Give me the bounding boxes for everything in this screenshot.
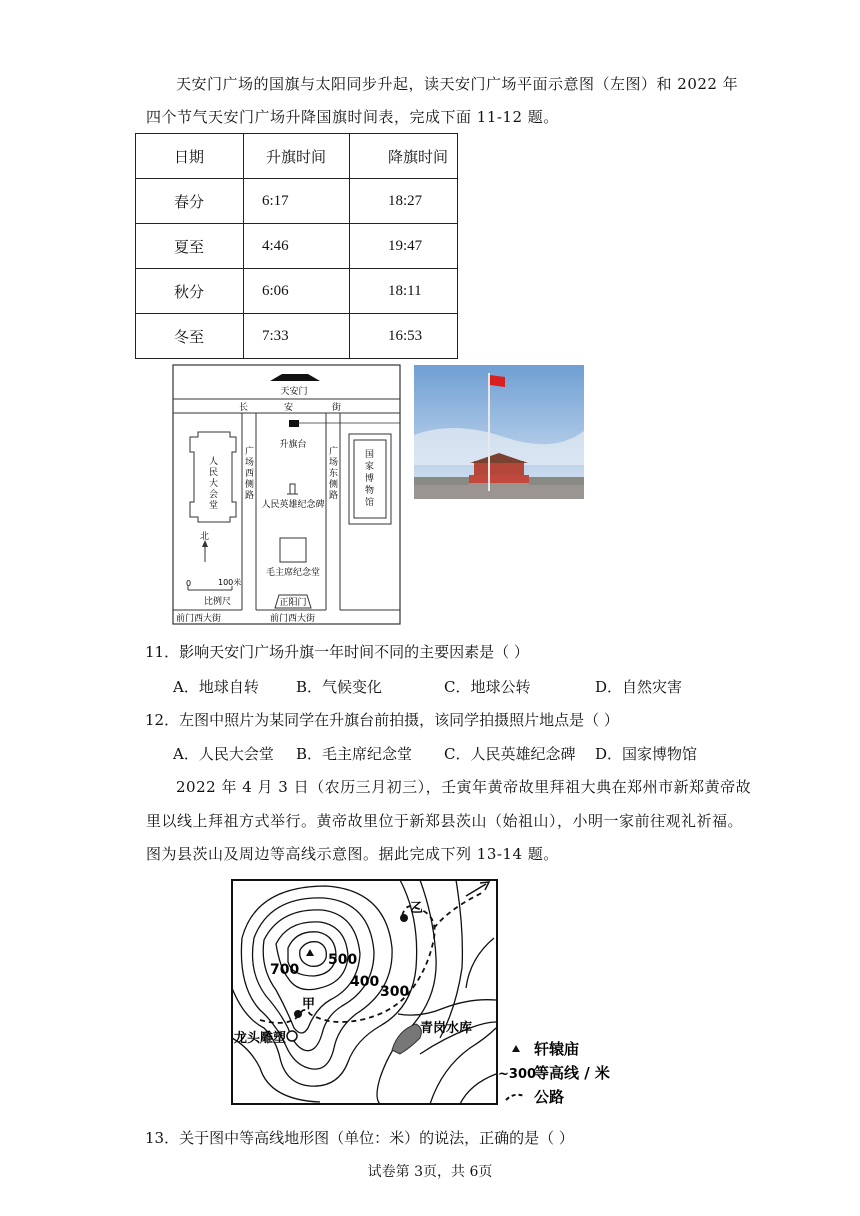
- intro2-line3: 图为县茨山及周边等高线示意图。据此完成下列 13-14 题。: [146, 845, 559, 863]
- contour-label-700: 700: [270, 962, 300, 978]
- intro2-line1: 2022 年 4 月 3 日（农历三月初三），壬寅年黄帝故里拜祖大典在郑州市新郑黄帝故: [176, 778, 752, 796]
- q11-option-d[interactable]: D．自然灾害: [595, 678, 683, 696]
- table-header: 日期: [136, 134, 244, 179]
- flag-platform-marker: [289, 420, 299, 427]
- point-yi-label: 乙: [410, 901, 424, 916]
- table-row: [136, 314, 458, 359]
- legend-contour-symbol: ~300: [498, 1067, 537, 1082]
- intro1-line1: 天安门广场的国旗与太阳同步升起，读天安门广场平面示意图（左图）和 2022 年: [176, 75, 739, 93]
- qianmen-west-street-label: 前门西大街: [176, 614, 222, 624]
- street-char: 安: [284, 403, 294, 413]
- q11-option-b[interactable]: B．气候变化: [296, 678, 383, 696]
- legend-temple-icon: [512, 1045, 520, 1052]
- reservoir-label: 青岗水库: [420, 1021, 473, 1036]
- west-road-char: 路: [245, 491, 255, 501]
- table-cell: 7:33: [244, 314, 350, 359]
- table-header-row: [136, 134, 458, 179]
- museum-char: 家: [365, 462, 375, 472]
- great-hall-char: 会: [209, 490, 219, 500]
- table-cell: 4:46: [244, 224, 350, 269]
- scale-zero: 0: [186, 579, 192, 588]
- contour-label-400: 400: [350, 974, 380, 990]
- tiananmen-square-map: [172, 364, 402, 626]
- west-road-char: 侧: [245, 480, 255, 490]
- street-char: 长: [239, 403, 249, 413]
- table-row: [136, 269, 458, 314]
- legend-contour-label: 等高线 / 米: [534, 1064, 610, 1082]
- west-road-char: 广: [245, 447, 255, 457]
- legend-road-label: 公路: [534, 1088, 565, 1106]
- contour-label-300: 300: [380, 984, 410, 1000]
- table-row: [136, 179, 458, 224]
- intro1-line2: 四个节气天安门广场升降国旗时间表，完成下面 11-12 题。: [146, 108, 559, 126]
- monument-label: 人民英雄纪念碑: [261, 500, 325, 510]
- table-cell: 18:27: [350, 179, 458, 224]
- dragon-statue-label: 龙头雕塑: [234, 1031, 287, 1046]
- table-cell: 6:06: [244, 269, 350, 314]
- table-header: 降旗时间: [350, 134, 458, 179]
- contour-label-500: 500: [328, 952, 358, 968]
- table-cell: 秋分: [136, 269, 244, 314]
- table-cell: 19:47: [350, 224, 458, 269]
- east-road-char: 广: [329, 447, 339, 457]
- museum-char: 馆: [365, 498, 375, 508]
- east-road-char: 路: [329, 491, 339, 501]
- east-road-char: 东: [329, 469, 339, 479]
- point-jia-marker: [294, 1010, 302, 1018]
- question-13-stem: 13．关于图中等高线地形图（单位：米）的说法，正确的是（ ）: [145, 1129, 574, 1147]
- museum-char: 国: [365, 450, 375, 460]
- scale-label: 比例尺: [204, 597, 232, 607]
- q12-option-d[interactable]: D．国家博物馆: [595, 745, 698, 763]
- q12-option-a[interactable]: A．人民大会堂: [173, 745, 274, 763]
- flag-platform-label: 升旗台: [279, 440, 307, 450]
- legend-temple-label: 轩辕庙: [534, 1040, 580, 1058]
- question-11-stem: 11．影响天安门广场升旗一年时间不同的主要因素是（ ）: [145, 643, 529, 661]
- table-cell: 冬至: [136, 314, 244, 359]
- table-row: [136, 224, 458, 269]
- table-cell: 夏至: [136, 224, 244, 269]
- q11-option-c[interactable]: C．地球公转: [444, 678, 531, 696]
- legend-road-icon: [506, 1095, 524, 1100]
- intro2-line2: 里以线上拜祖方式举行。黄帝故里位于新郑县茨山（始祖山），小明一家前往观礼祈福。: [146, 812, 744, 830]
- point-jia-label: 甲: [302, 997, 316, 1012]
- great-hall-char: 大: [209, 479, 219, 489]
- great-hall-char: 堂: [209, 501, 219, 511]
- qianmen-west-street-label: 前门西大街: [270, 614, 316, 624]
- table-cell: 春分: [136, 179, 244, 224]
- zhengyangmen-label: 正阳门: [279, 598, 307, 608]
- scale-length: 100米: [218, 578, 242, 587]
- north-label: 北: [200, 532, 210, 542]
- table-cell: 16:53: [350, 314, 458, 359]
- flag-time-table: [135, 133, 458, 359]
- table-cell: 6:17: [244, 179, 350, 224]
- east-road-char: 侧: [329, 480, 339, 490]
- street-char: 街: [332, 403, 342, 413]
- q11-option-a[interactable]: A．地球自转: [173, 678, 259, 696]
- great-hall-char: 人: [209, 457, 219, 467]
- west-road-char: 场: [245, 458, 255, 468]
- great-hall-char: 民: [209, 468, 219, 478]
- q12-option-c[interactable]: C．人民英雄纪念碑: [444, 745, 576, 763]
- table-header: 升旗时间: [244, 134, 350, 179]
- page-footer: 试卷第 3页，共 6页: [367, 1164, 493, 1180]
- museum-char: 物: [365, 486, 375, 496]
- mausoleum-label: 毛主席纪念堂: [265, 568, 321, 578]
- point-yi-marker: [400, 914, 408, 922]
- museum-char: 博: [365, 474, 375, 484]
- tiananmen-label: 天安门: [280, 387, 308, 397]
- q12-option-b[interactable]: B．毛主席纪念堂: [296, 745, 413, 763]
- east-road-char: 场: [329, 458, 339, 468]
- west-road-char: 西: [245, 469, 255, 479]
- question-12-stem: 12．左图中照片为某同学在升旗台前拍摄，该同学拍摄照片地点是（ ）: [145, 711, 619, 729]
- dragon-statue-marker: [287, 1031, 297, 1041]
- contour-map: [230, 878, 640, 1108]
- tiananmen-flag-photo: [414, 365, 584, 499]
- table-cell: 18:11: [350, 269, 458, 314]
- red-flag-icon: [490, 375, 505, 387]
